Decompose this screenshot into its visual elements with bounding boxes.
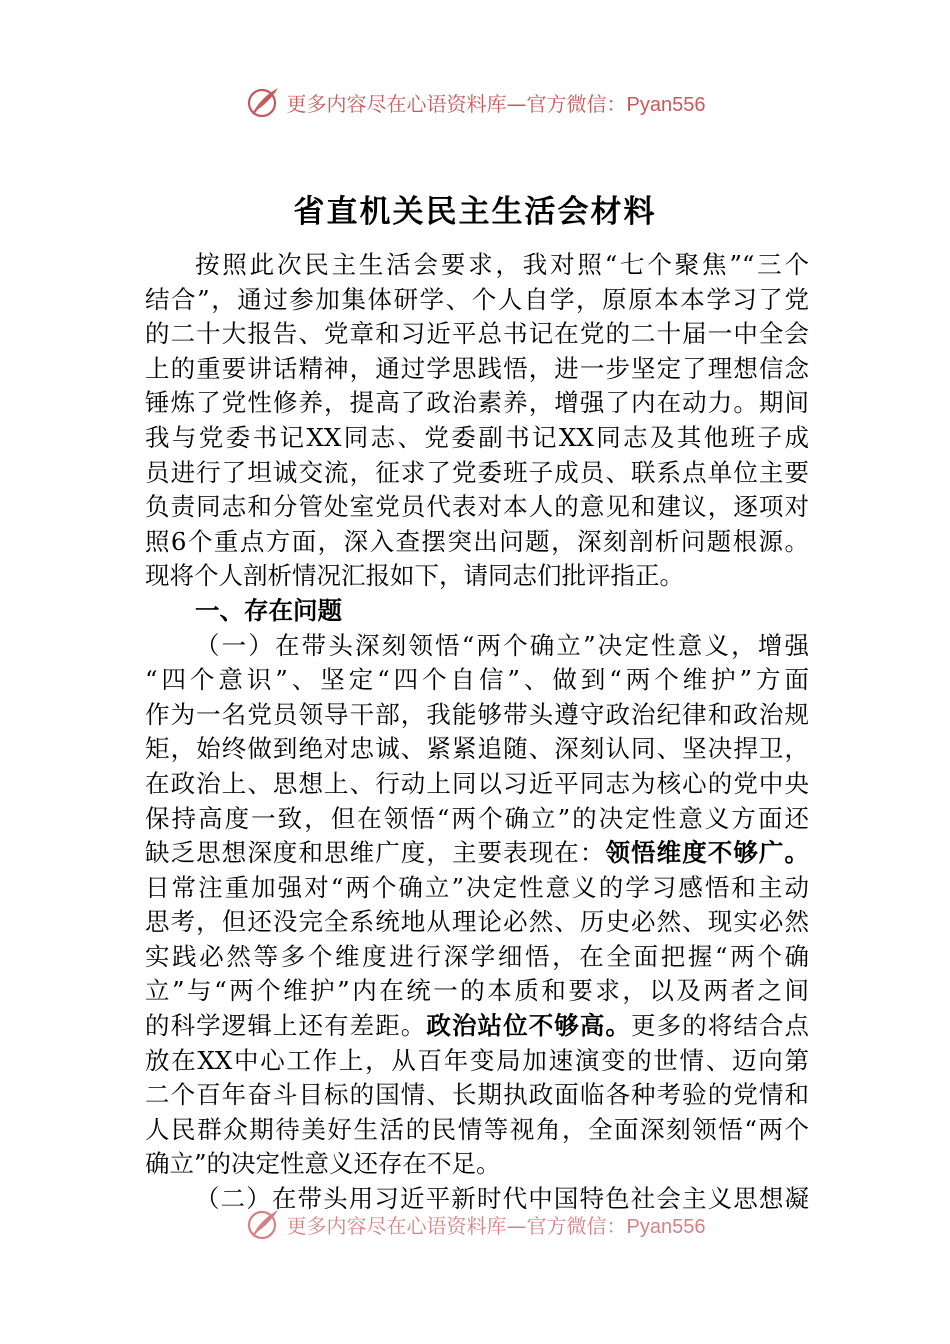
paragraph-line: 实践必然等多个维度进行深学细悟，在全面把握“两个确 bbox=[145, 941, 809, 971]
paragraph-line: 矩，始终做到绝对忠诚、紧紧追随、深刻认同、坚决捍卫， bbox=[145, 734, 809, 764]
quill-logo-icon bbox=[245, 1206, 281, 1242]
paragraph-line: 现将个人剖析情况汇报如下，请同志们批评指正。 bbox=[145, 561, 684, 591]
bold-phrase: 领悟维度不够广。 bbox=[605, 838, 809, 868]
paragraph-line: “四个意识”、坚定“四个自信”、做到“两个维护”方面 bbox=[145, 665, 809, 695]
paragraph-line bbox=[145, 1009, 809, 1044]
paragraph-line: 作为一名党员领导干部，我能够带头遵守政治纪律和政治规 bbox=[145, 699, 809, 729]
paragraph-line: 锤炼了党性修养，提高了政治素养，增强了内在动力。期间 bbox=[145, 388, 809, 418]
paragraph-line: 上的重要讲话精神，通过学思践悟，进一步坚定了理想信念 bbox=[145, 353, 809, 383]
watermark-text: 更多内容尽在心语资料库—官方微信：Pyan556 bbox=[286, 1213, 706, 1238]
paragraph-line: 按照此次民主生活会要求，我对照“七个聚焦”“三个 bbox=[195, 250, 809, 279]
paragraph-line: 放在XX中心工作上，从百年变局加速演变的世情、迈向第 bbox=[145, 1045, 809, 1075]
watermark-footer bbox=[0, 1206, 950, 1242]
paragraph-line: 立”与“两个维护”内在统一的本质和要求，以及两者之间 bbox=[145, 976, 809, 1006]
paragraph-line: （二）在带头用习近平新时代中国特色社会主义思想凝 bbox=[195, 1184, 809, 1214]
paragraph-line: 我与党委书记XX同志、党委副书记XX同志及其他班子成 bbox=[145, 422, 809, 452]
watermark-text: 更多内容尽在心语资料库—官方微信：Pyan556 bbox=[286, 91, 706, 116]
paragraph-line: 思考，但还没完全系统地从理论必然、历史必然、现实必然 bbox=[145, 907, 809, 937]
paragraph-line: 负责同志和分管处室党员代表对本人的意见和建议，逐项对 bbox=[145, 492, 809, 522]
paragraph-line: 照6个重点方面，深入查摆突出问题，深刻剖析问题根源。 bbox=[145, 526, 809, 556]
paragraph-line: 在政治上、思想上、行动上同以习近平同志为核心的党中央 bbox=[145, 768, 809, 798]
paragraph-line: 确立”的决定性意义还存在不足。 bbox=[145, 1149, 501, 1179]
paragraph-line bbox=[145, 836, 809, 871]
document-title: 省直机关民主生活会材料 bbox=[293, 194, 657, 230]
paragraph-line: 员进行了坦诚交流，征求了党委班子成员、联系点单位主要 bbox=[145, 457, 809, 487]
watermark-header bbox=[0, 84, 950, 120]
paragraph-line: （一）在带头深刻领悟“两个确立”决定性意义，增强 bbox=[195, 630, 809, 660]
paragraph-text: 缺乏思想深度和思维广度，主要表现在： bbox=[145, 838, 606, 868]
paragraph-text: 的科学逻辑上还有差距。 bbox=[145, 1011, 427, 1041]
paragraph-line: 的二十大报告、党章和习近平总书记在党的二十届一中全会 bbox=[145, 319, 809, 349]
bold-phrase: 政治站位不够高。 bbox=[426, 1011, 632, 1041]
paragraph-line: 人民群众期待美好生活的民情等视角，全面深刻领悟“两个 bbox=[145, 1114, 809, 1144]
paragraph-text: 更多的将结合点 bbox=[631, 1011, 809, 1041]
paragraph-line: 结合”，通过参加集体研学、个人自学，原原本本学习了党 bbox=[145, 284, 809, 314]
paragraph-line: 日常注重加强对“两个确立”决定性意义的学习感悟和主动 bbox=[145, 872, 809, 902]
document-body bbox=[145, 248, 809, 1217]
paragraph-line: 二个百年奋斗目标的国情、长期执政面临各种考验的党情和 bbox=[145, 1080, 809, 1110]
section-heading: 一、存在问题 bbox=[195, 595, 342, 625]
quill-logo-icon bbox=[245, 84, 281, 120]
paragraph-line: 保持高度一致，但在领悟“两个确立”的决定性意义方面还 bbox=[145, 803, 809, 833]
